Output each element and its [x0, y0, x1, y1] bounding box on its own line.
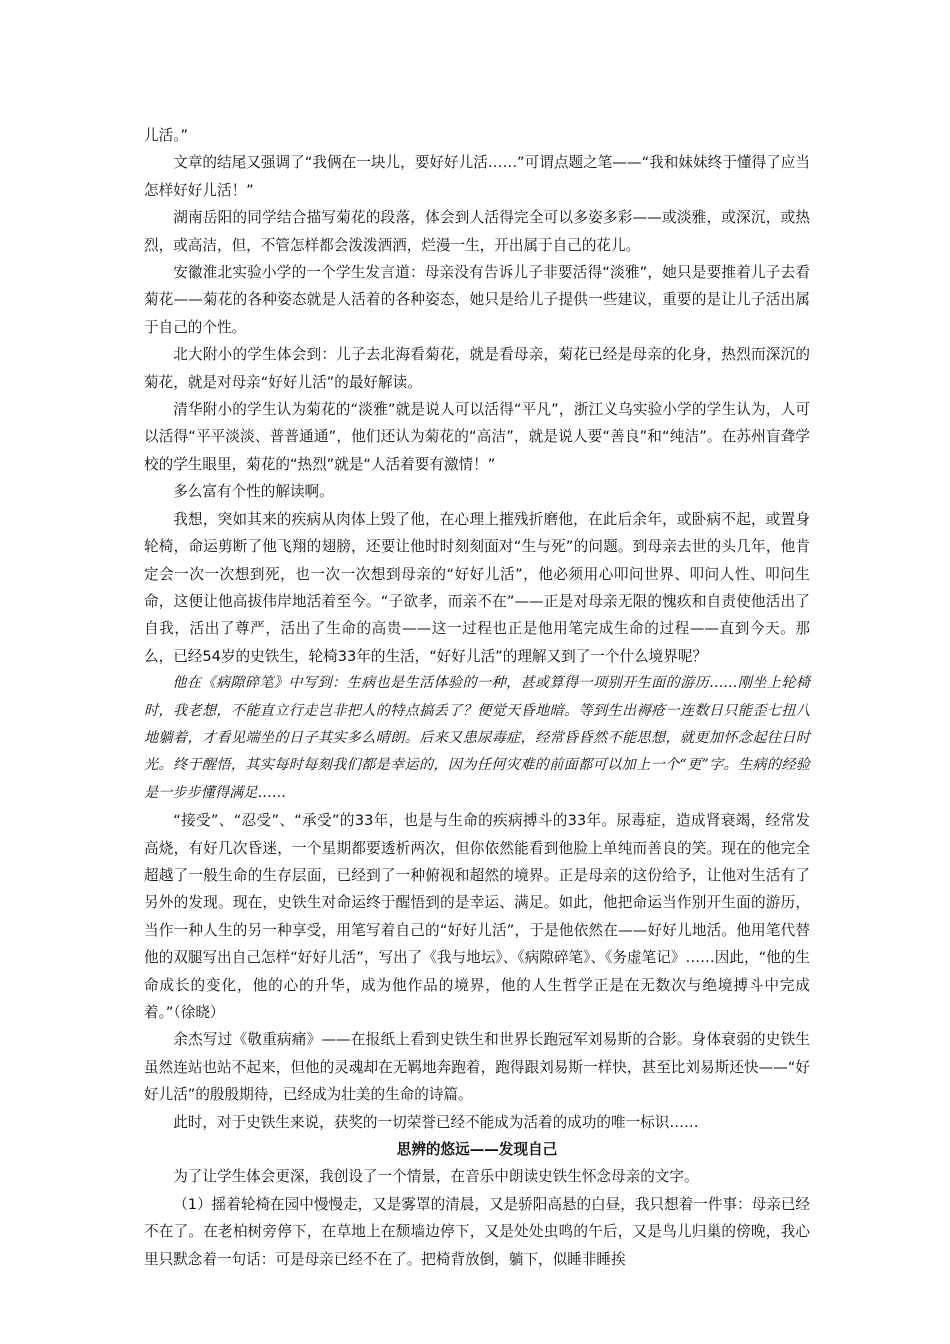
- paragraph: 儿活。”: [144, 127, 189, 144]
- paragraph: 清华附小的学生认为菊花的“淡雅”就是说人可以活得“平凡”，浙江义乌实验小学的学生认为，人可以活得“平平淡淡、普普通通”，他们还认为菊花的“高洁”，就是说人要“善良”和“纯洁”。在苏州盲聋学校的学生眼里，菊花的“热烈”就是“人活着要有激情！”: [144, 401, 810, 473]
- quoted-paragraph: 他在《病隙碎笔》中写到：生病也是生活体验的一种，甚或算得一项别开生面的游历……刚坐上轮椅时，我老想，不能直立行走岂非把人的特点搞丢了？便觉天昏地暗。等到生出褥疮一连数日只能歪七扭八地躺着，才看见端坐的日子其实多么晴朗。后来又患尿毒症，经常昏昏然不能思想，就更加怀念起往日时光。终于醒悟，其实每时每刻我们都是幸运的，因为任何灾难的前面都可以加上一个“更”字。生病的经验是一步步懂得满足……: [144, 675, 810, 801]
- paragraph: 余杰写过《敬重病痛》——在报纸上看到史铁生和世界长跑冠军刘易斯的合影。身体衰弱的史铁生虽然连站也站不起来，但他的灵魂却在无羁地奔跑着，跑得跟刘易斯一样快，甚至比刘易斯还快——“好好儿活”的殷殷期待，已经成为壮美的生命的诗篇。: [144, 1031, 810, 1104]
- document-body: [144, 122, 810, 1273]
- paragraph: 安徽淮北实验小学的一个学生发言道：母亲没有告诉儿子非要活得“淡雅”，她只是要推着儿子去看菊花——菊花的各种姿态就是人活着的各种姿态，她只是给儿子提供一些建议，重要的是让儿子活出属于自己的个性。: [144, 264, 810, 336]
- paragraph: 湖南岳阳的同学结合描写菊花的段落，体会到人活得完全可以多姿多彩——或淡雅，或深沉，或热烈，或高洁，但，不管怎样都会泼泼洒洒，烂漫一生，开出属于自己的花儿。: [144, 209, 810, 254]
- paragraph: 文章的结尾又强调了“我俩在一块儿，要好好儿活……”可谓点题之笔——“我和妹妹终于懂得了应当怎样好好儿活！”: [144, 154, 810, 199]
- paragraph: 北大附小的学生体会到：儿子去北海看菊花，就是看母亲，菊花已经是母亲的化身，热烈而深沉的菊花，就是对母亲“好好儿活”的最好解读。: [144, 346, 810, 391]
- paragraph: 我想，突如其来的疾病从肉体上毁了他，在心理上摧残折磨他，在此后余年，或卧病不起，或置身轮椅，命运剪断了他飞翔的翅膀，还要让他时时刻刻面对“生与死”的问题。到母亲去世的头几年，他肯定会一次一次想到死，也一次一次想到母亲的“好好儿活”，他必须用心叩问世界、叩问人性、叩问生命，这便让他高拔伟岸地活着至今。“子欲孝，而亲不在”——正是对母亲无限的愧疚和自责使他活出了自我，活出了尊严，活出了生命的高贵——这一过程也正是他用笔完成生命的过程——直到今天。那么，已经54岁的史铁生，轮椅33年的生活，“好好儿活”的理解又到了一个什么境界呢？: [144, 510, 810, 665]
- paragraph: 此时，对于史铁生来说，获奖的一切荣誉已经不能成为活着的成功的唯一标识……: [173, 1113, 699, 1131]
- paragraph: （1）摇着轮椅在园中慢慢走，又是雾罩的清晨，又是骄阳高悬的白昼，我只想着一件事：母亲已经不在了。在老柏树旁停下，在草地上在颓墙边停下，又是处处虫鸣的午后，又是鸟儿归巢的傍晚，我心里只默念着一句话：可是母亲已经不在了。把椅背放倒，躺下，似睡非睡挨: [144, 1195, 811, 1268]
- paragraph: 为了让学生体会更深，我创设了一个情景，在音乐中朗读史铁生怀念母亲的文字。: [173, 1168, 699, 1186]
- paragraph: “接受”、“忍受”、“承受”的33年，也是与生命的疾病搏斗的33年。尿毒症，造成肾衰竭，经常发高烧，有好几次昏迷，一个星期都要透析两次，但你依然能看到他脸上单纯而善良的笑。现在的他完全超越了一般生命的生存层面，已经到了一种俯视和超然的境界。正是母亲的这份给予，让他对生活有了另外的发现。现在，史铁生对命运终于醒悟到的是幸运、满足。如此，他把命运当作别开生面的游历，当作一种人生的另一种享受，用笔写着自己的“好好儿活”，于是他依然在——好好儿地活。他用笔代替他的双腿写出自己怎样“好好儿活”，写出了《我与地坛》、《病隙碎笔》、《务虚笔记》……因此，“他的生命成长的变化，他的心的升华，成为他作品的境界，他的人生哲学正是在无数次与绝境搏斗中完成着。”（徐晓）: [144, 812, 810, 1021]
- paragraph: 多么富有个性的解读啊。: [173, 483, 334, 501]
- section-heading: 思辨的悠远——发现自己: [396, 1141, 558, 1159]
